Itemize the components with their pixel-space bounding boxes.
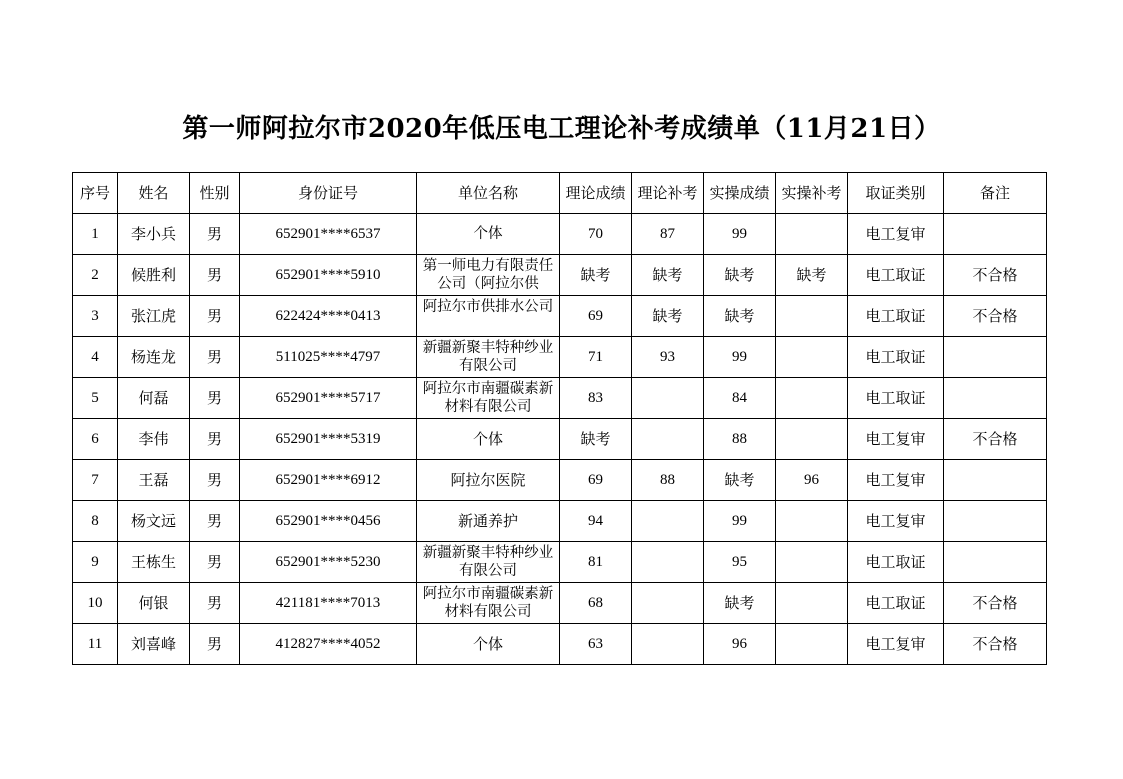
cell-employer: 阿拉尔医院 bbox=[417, 460, 560, 501]
cell-theory-score: 81 bbox=[560, 542, 632, 583]
table-row bbox=[73, 460, 1047, 501]
cell-theory-score: 63 bbox=[560, 624, 632, 665]
cell-theory-score: 69 bbox=[560, 296, 632, 337]
cell-employer bbox=[417, 214, 560, 255]
cell-theory-retake bbox=[632, 542, 704, 583]
cell-theory-score: 缺考 bbox=[560, 255, 632, 296]
cell-remarks: 不合格 bbox=[944, 583, 1047, 624]
cell-certificate-type: 电工取证 bbox=[848, 542, 944, 583]
cell-theory-retake: 87 bbox=[632, 214, 704, 255]
cell-certificate-type: 电工复审 bbox=[848, 501, 944, 542]
cell-practical-retake bbox=[776, 501, 848, 542]
cell-practical-retake bbox=[776, 542, 848, 583]
table-row bbox=[73, 378, 1047, 419]
cell-employer bbox=[417, 337, 560, 378]
cell-name: 何磊 bbox=[118, 378, 190, 419]
header-practical-retake: 实操补考 bbox=[776, 173, 848, 214]
cell-practical-score: 96 bbox=[704, 624, 776, 665]
cell-gender: 男 bbox=[190, 337, 240, 378]
cell-index: 10 bbox=[73, 583, 118, 624]
cell-index: 1 bbox=[73, 214, 118, 255]
table-row bbox=[73, 542, 1047, 583]
cell-employer-text: 阿拉尔市南疆碳素新材料有限公司 bbox=[422, 381, 554, 415]
cell-remarks: 不合格 bbox=[944, 419, 1047, 460]
cell-id-number: 652901****5230 bbox=[240, 542, 417, 583]
cell-certificate-type: 电工取证 bbox=[848, 337, 944, 378]
cell-practical-score: 99 bbox=[704, 501, 776, 542]
table-row bbox=[73, 255, 1047, 296]
cell-employer: 个体 bbox=[417, 624, 560, 665]
cell-practical-score: 95 bbox=[704, 542, 776, 583]
cell-index: 11 bbox=[73, 624, 118, 665]
header-remarks: 备注 bbox=[944, 173, 1047, 214]
cell-practical-score: 88 bbox=[704, 419, 776, 460]
cell-theory-retake: 93 bbox=[632, 337, 704, 378]
header-employer: 单位名称 bbox=[417, 173, 560, 214]
header-id-number: 身份证号 bbox=[240, 173, 417, 214]
header-certificate-type: 取证类别 bbox=[848, 173, 944, 214]
cell-gender: 男 bbox=[190, 583, 240, 624]
cell-certificate-type: 电工取证 bbox=[848, 255, 944, 296]
header-practical-score: 实操成绩 bbox=[704, 173, 776, 214]
cell-name: 候胜利 bbox=[118, 255, 190, 296]
cell-id-number: 652901****6537 bbox=[240, 214, 417, 255]
cell-name: 王栋生 bbox=[118, 542, 190, 583]
cell-name: 李伟 bbox=[118, 419, 190, 460]
header-gender: 性别 bbox=[190, 173, 240, 214]
cell-employer bbox=[417, 296, 560, 337]
cell-remarks bbox=[944, 542, 1047, 583]
cell-theory-score: 69 bbox=[560, 460, 632, 501]
cell-theory-retake bbox=[632, 501, 704, 542]
cell-theory-score: 83 bbox=[560, 378, 632, 419]
cell-theory-score: 缺考 bbox=[560, 419, 632, 460]
cell-theory-retake bbox=[632, 624, 704, 665]
cell-index: 8 bbox=[73, 501, 118, 542]
cell-employer bbox=[417, 583, 560, 624]
cell-employer: 新通养护 bbox=[417, 501, 560, 542]
cell-practical-score: 84 bbox=[704, 378, 776, 419]
cell-theory-retake bbox=[632, 583, 704, 624]
cell-practical-retake bbox=[776, 337, 848, 378]
cell-theory-score: 70 bbox=[560, 214, 632, 255]
cell-practical-retake bbox=[776, 419, 848, 460]
cell-employer-text: 新疆新聚丰特种纱业有限公司 bbox=[422, 545, 554, 579]
cell-certificate-type: 电工取证 bbox=[848, 296, 944, 337]
header-index: 序号 bbox=[73, 173, 118, 214]
cell-remarks bbox=[944, 378, 1047, 419]
cell-practical-score: 缺考 bbox=[704, 460, 776, 501]
cell-practical-retake bbox=[776, 583, 848, 624]
cell-certificate-type: 电工复审 bbox=[848, 214, 944, 255]
cell-theory-score: 94 bbox=[560, 501, 632, 542]
table-row bbox=[73, 624, 1047, 665]
cell-remarks bbox=[944, 214, 1047, 255]
cell-name: 杨文远 bbox=[118, 501, 190, 542]
cell-practical-retake bbox=[776, 378, 848, 419]
cell-gender: 男 bbox=[190, 460, 240, 501]
cell-theory-retake: 88 bbox=[632, 460, 704, 501]
cell-practical-retake bbox=[776, 296, 848, 337]
score-table bbox=[72, 172, 1047, 665]
cell-practical-score: 99 bbox=[704, 337, 776, 378]
header-name: 姓名 bbox=[118, 173, 190, 214]
cell-practical-score: 缺考 bbox=[704, 255, 776, 296]
cell-remarks bbox=[944, 337, 1047, 378]
page-title: 第一师阿拉尔市2020年低压电工理论补考成绩单（11月21日） bbox=[182, 114, 941, 144]
cell-remarks: 不合格 bbox=[944, 255, 1047, 296]
cell-theory-score: 71 bbox=[560, 337, 632, 378]
cell-remarks: 不合格 bbox=[944, 296, 1047, 337]
cell-certificate-type: 电工取证 bbox=[848, 583, 944, 624]
table-row bbox=[73, 296, 1047, 337]
cell-gender: 男 bbox=[190, 419, 240, 460]
cell-name: 刘喜峰 bbox=[118, 624, 190, 665]
cell-name: 张江虎 bbox=[118, 296, 190, 337]
cell-gender: 男 bbox=[190, 296, 240, 337]
cell-certificate-type: 电工复审 bbox=[848, 460, 944, 501]
cell-theory-retake: 缺考 bbox=[632, 296, 704, 337]
cell-index: 4 bbox=[73, 337, 118, 378]
cell-id-number: 652901****0456 bbox=[240, 501, 417, 542]
cell-practical-retake: 96 bbox=[776, 460, 848, 501]
cell-index: 2 bbox=[73, 255, 118, 296]
cell-index: 9 bbox=[73, 542, 118, 583]
cell-employer-text: 第一师电力有限责任公司（阿拉尔供 bbox=[422, 258, 554, 292]
cell-employer bbox=[417, 255, 560, 296]
cell-remarks: 不合格 bbox=[944, 624, 1047, 665]
table-row bbox=[73, 501, 1047, 542]
cell-name: 杨连龙 bbox=[118, 337, 190, 378]
cell-gender: 男 bbox=[190, 501, 240, 542]
cell-id-number: 652901****5910 bbox=[240, 255, 417, 296]
cell-gender: 男 bbox=[190, 255, 240, 296]
cell-gender: 男 bbox=[190, 378, 240, 419]
cell-index: 5 bbox=[73, 378, 118, 419]
cell-employer-text: 阿拉尔市南疆碳素新材料有限公司 bbox=[422, 586, 554, 620]
cell-theory-score: 68 bbox=[560, 583, 632, 624]
cell-index: 7 bbox=[73, 460, 118, 501]
cell-id-number: 511025****4797 bbox=[240, 337, 417, 378]
cell-id-number: 652901****6912 bbox=[240, 460, 417, 501]
cell-practical-retake: 缺考 bbox=[776, 255, 848, 296]
cell-employer-text: 阿拉尔市供排水公司 bbox=[422, 299, 554, 315]
header-theory-score: 理论成绩 bbox=[560, 173, 632, 214]
cell-name: 何银 bbox=[118, 583, 190, 624]
header-theory-retake: 理论补考 bbox=[632, 173, 704, 214]
table-header-row bbox=[73, 173, 1047, 214]
cell-gender: 男 bbox=[190, 542, 240, 583]
cell-name: 李小兵 bbox=[118, 214, 190, 255]
cell-employer bbox=[417, 542, 560, 583]
cell-id-number: 412827****4052 bbox=[240, 624, 417, 665]
cell-employer: 个体 bbox=[417, 419, 560, 460]
cell-employer-text: 新疆新聚丰特种纱业有限公司 bbox=[422, 340, 554, 374]
cell-remarks bbox=[944, 460, 1047, 501]
cell-certificate-type: 电工取证 bbox=[848, 378, 944, 419]
cell-certificate-type: 电工复审 bbox=[848, 419, 944, 460]
cell-theory-retake: 缺考 bbox=[632, 255, 704, 296]
cell-practical-score: 99 bbox=[704, 214, 776, 255]
cell-practical-score: 缺考 bbox=[704, 583, 776, 624]
cell-index: 3 bbox=[73, 296, 118, 337]
cell-practical-retake bbox=[776, 624, 848, 665]
cell-theory-retake bbox=[632, 378, 704, 419]
cell-id-number: 652901****5717 bbox=[240, 378, 417, 419]
cell-remarks bbox=[944, 501, 1047, 542]
cell-theory-retake bbox=[632, 419, 704, 460]
cell-name: 王磊 bbox=[118, 460, 190, 501]
cell-id-number: 652901****5319 bbox=[240, 419, 417, 460]
table-row bbox=[73, 583, 1047, 624]
cell-employer bbox=[417, 378, 560, 419]
cell-gender: 男 bbox=[190, 624, 240, 665]
cell-practical-score: 缺考 bbox=[704, 296, 776, 337]
cell-index: 6 bbox=[73, 419, 118, 460]
cell-employer-text: 个体 bbox=[473, 226, 503, 242]
table-row bbox=[73, 419, 1047, 460]
cell-certificate-type: 电工复审 bbox=[848, 624, 944, 665]
table-row bbox=[73, 214, 1047, 255]
cell-gender: 男 bbox=[190, 214, 240, 255]
cell-id-number: 421181****7013 bbox=[240, 583, 417, 624]
cell-practical-retake bbox=[776, 214, 848, 255]
cell-id-number: 622424****0413 bbox=[240, 296, 417, 337]
table-row bbox=[73, 337, 1047, 378]
